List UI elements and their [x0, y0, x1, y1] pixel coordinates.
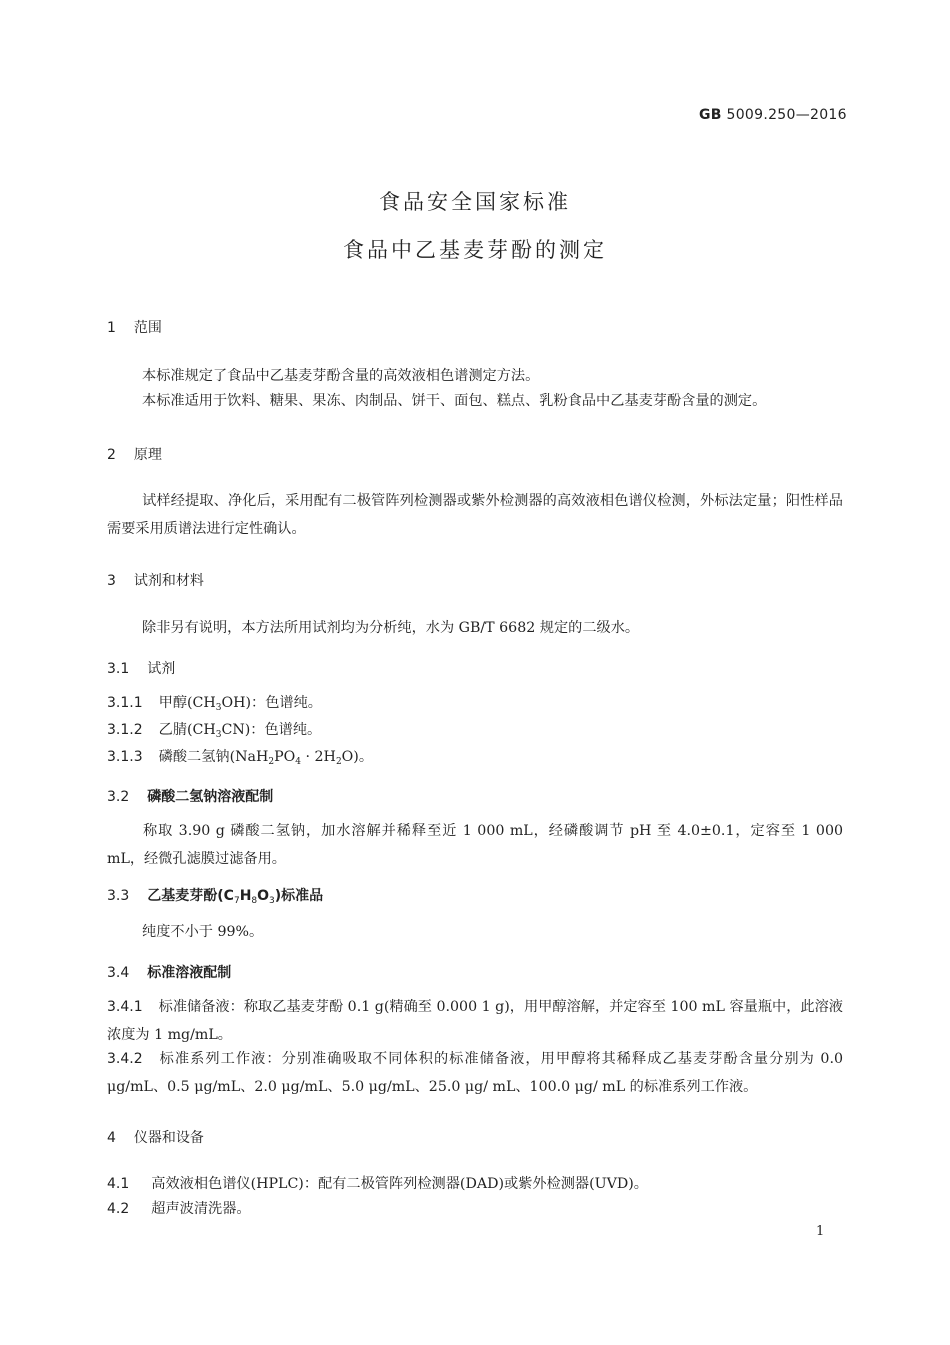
section-3-para-1: 除非另有说明，本方法所用试剂均为分析纯，水为 GB/T 6682 规定的二级水。	[142, 620, 640, 636]
section-1-heading: 1 范围	[107, 320, 162, 336]
section-3-3-para-1: 纯度不小于 99%。	[142, 924, 264, 940]
section-1-para-1: 本标准规定了食品中乙基麦芽酚含量的高效液相色谱测定方法。	[142, 368, 540, 384]
section-3-2-para-1: 称取 3.90 g 磷酸二氢钠，加水溶解并稀释至近 1 000 mL，经磷酸调节 pH 至 4.0±0.1，定容至 1 000 mL，经微孔滤膜过滤备用。	[107, 823, 843, 867]
item-3-1-2: 3.1.2 乙腈$(CH_3CN)$：色谱纯。	[107, 722, 322, 740]
section-3-4-heading: 3.4 标准溶液配制	[107, 965, 232, 981]
item-4-2: 4.2 超声波清洗器。	[107, 1201, 251, 1217]
item-3-1-3: 3.1.3 磷酸二氢钠$(NaH_2PO_4 \cdot 2H_2O)$。	[107, 749, 374, 767]
document-subtitle: 食品中乙基麦芽酚的测定	[343, 238, 607, 262]
section-3-heading: 3 试剂和材料	[107, 573, 204, 589]
document-title: 食品安全国家标准	[379, 190, 571, 214]
section-2-para-1: 试样经提取、净化后，采用配有二极管阵列检测器或紫外检测器的高效液相色谱仪检测，外标法定量；阳性样品需要采用质谱法进行定性确认。	[107, 493, 843, 537]
item-4-1: 4.1 高效液相色谱仪(HPLC)：配有二极管阵列检测器(DAD)或紫外检测器(UVD)。	[107, 1176, 648, 1192]
section-3-3-heading: 3.3 乙基麦芽酚$(C_7H_8O_3)$标准品	[107, 888, 324, 906]
item-3-4-1: 3.4.1 标准储备液：称取乙基麦芽酚 0.1 g(精确至 0.000 1 g)，用甲醇溶解，并定容至 100 mL 容量瓶中，此溶液浓度为 1 mg/mL。	[107, 999, 843, 1043]
item-3-1-1: 3.1.1 甲醇$(CH_3OH)$：色谱纯。	[107, 695, 322, 713]
section-2-heading: 2 原理	[107, 447, 162, 463]
section-1-para-2: 本标准适用于饮料、糖果、果冻、肉制品、饼干、面包、糕点、乳粉食品中乙基麦芽酚含量的测定。	[142, 393, 767, 409]
section-3-1-heading: 3.1 试剂	[107, 661, 176, 677]
standard-code: GB 5009.250—2016	[699, 107, 847, 123]
item-3-4-2: 3.4.2 标准系列工作液：分别准确吸取不同体积的标准储备液，用甲醇将其稀释成乙基麦芽酚含量分别为 0.0 μg/mL、0.5 μg/mL、2.0 μg/mL、5.0 μg/mL、25.0 μg/ mL、100.0 μg/ mL 的标准系列工作液。	[107, 1051, 843, 1095]
section-4-heading: 4 仪器和设备	[107, 1130, 204, 1146]
section-3-2-heading: 3.2 磷酸二氢钠溶液配制	[107, 789, 274, 805]
page-number: 1	[816, 1224, 825, 1239]
